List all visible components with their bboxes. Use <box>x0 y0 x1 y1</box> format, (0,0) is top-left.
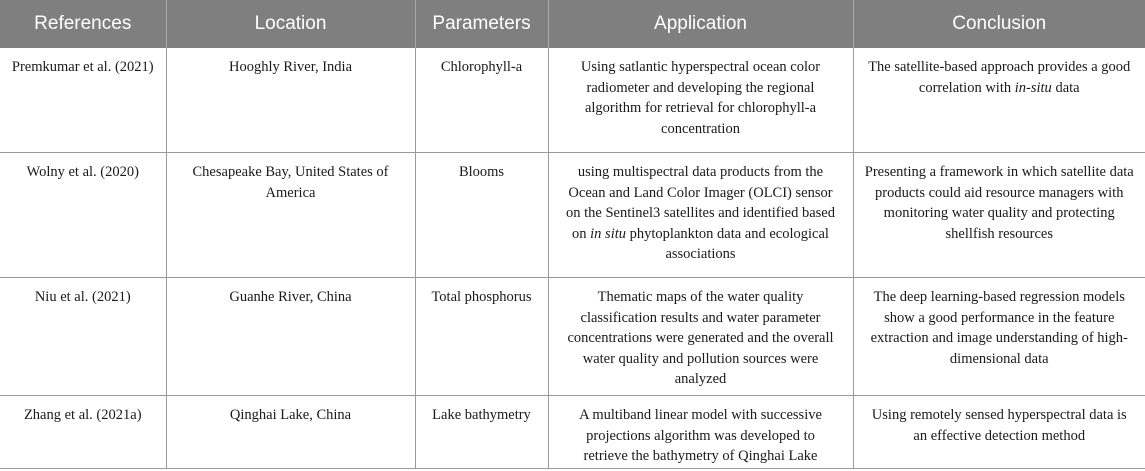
conclusion-cell <box>853 48 1145 153</box>
header-row <box>0 0 1145 48</box>
conclusion-cell: The deep learning-based regression models show a good performance in the feature extraction and image understanding of high-dimensional data <box>853 278 1145 396</box>
location-cell: Guanhe River, China <box>166 278 415 396</box>
parameters-cell: Chlorophyll-a <box>415 48 548 153</box>
column-header-parameters: Parameters <box>415 0 548 48</box>
reference-cell: Wolny et al. (2020) <box>0 153 166 278</box>
parameters-cell: Blooms <box>415 153 548 278</box>
conclusion-italic-text: in-situ <box>1014 79 1052 96</box>
reference-cell: Premkumar et al. (2021) <box>0 48 166 153</box>
application-cell: Thematic maps of the water quality classification results and water parameter concentrations were generated and the overall water quality and pollution sources were analyzed <box>548 278 853 396</box>
application-italic-text: in situ <box>590 225 627 242</box>
reference-cell: Zhang et al. (2021a) <box>0 396 166 469</box>
location-cell: Qinghai Lake, China <box>166 396 415 469</box>
parameters-cell: Total phosphorus <box>415 278 548 396</box>
conclusion-text-end: data <box>1051 79 1080 96</box>
application-text-end: phytoplankton data and ecological associations <box>626 225 829 262</box>
application-text: using multispectral data products from the Ocean and Land Color Imager (OLCI) sensor on the Sentinel3 satellites and identified based on <box>566 164 835 242</box>
column-header-conclusion: Conclusion <box>853 0 1145 48</box>
table-row <box>0 48 1145 153</box>
conclusion-cell: Presenting a framework in which satellite data products could aid resource managers with monitoring water quality and protecting shellfish resources <box>853 153 1145 278</box>
column-header-location: Location <box>166 0 415 48</box>
application-cell <box>548 153 853 278</box>
conclusion-text: The satellite-based approach provides a good correlation with <box>868 59 1131 96</box>
parameters-cell: Lake bathymetry <box>415 396 548 469</box>
column-header-references: References <box>0 0 166 48</box>
table-row <box>0 396 1145 469</box>
application-cell: A multiband linear model with successive projections algorithm was developed to retrieve the bathymetry of Qinghai Lake <box>548 396 853 469</box>
conclusion-cell: Using remotely sensed hyperspectral data is an effective detection method <box>853 396 1145 469</box>
location-cell: Hooghly River, India <box>166 48 415 153</box>
location-cell: Chesapeake Bay, United States of America <box>166 153 415 278</box>
reference-cell: Niu et al. (2021) <box>0 278 166 396</box>
column-header-application: Application <box>548 0 853 48</box>
application-cell: Using satlantic hyperspectral ocean color radiometer and developing the regional algorithm for retrieval for chlorophyll-a concentration <box>548 48 853 153</box>
table-row <box>0 153 1145 278</box>
table-row <box>0 278 1145 396</box>
